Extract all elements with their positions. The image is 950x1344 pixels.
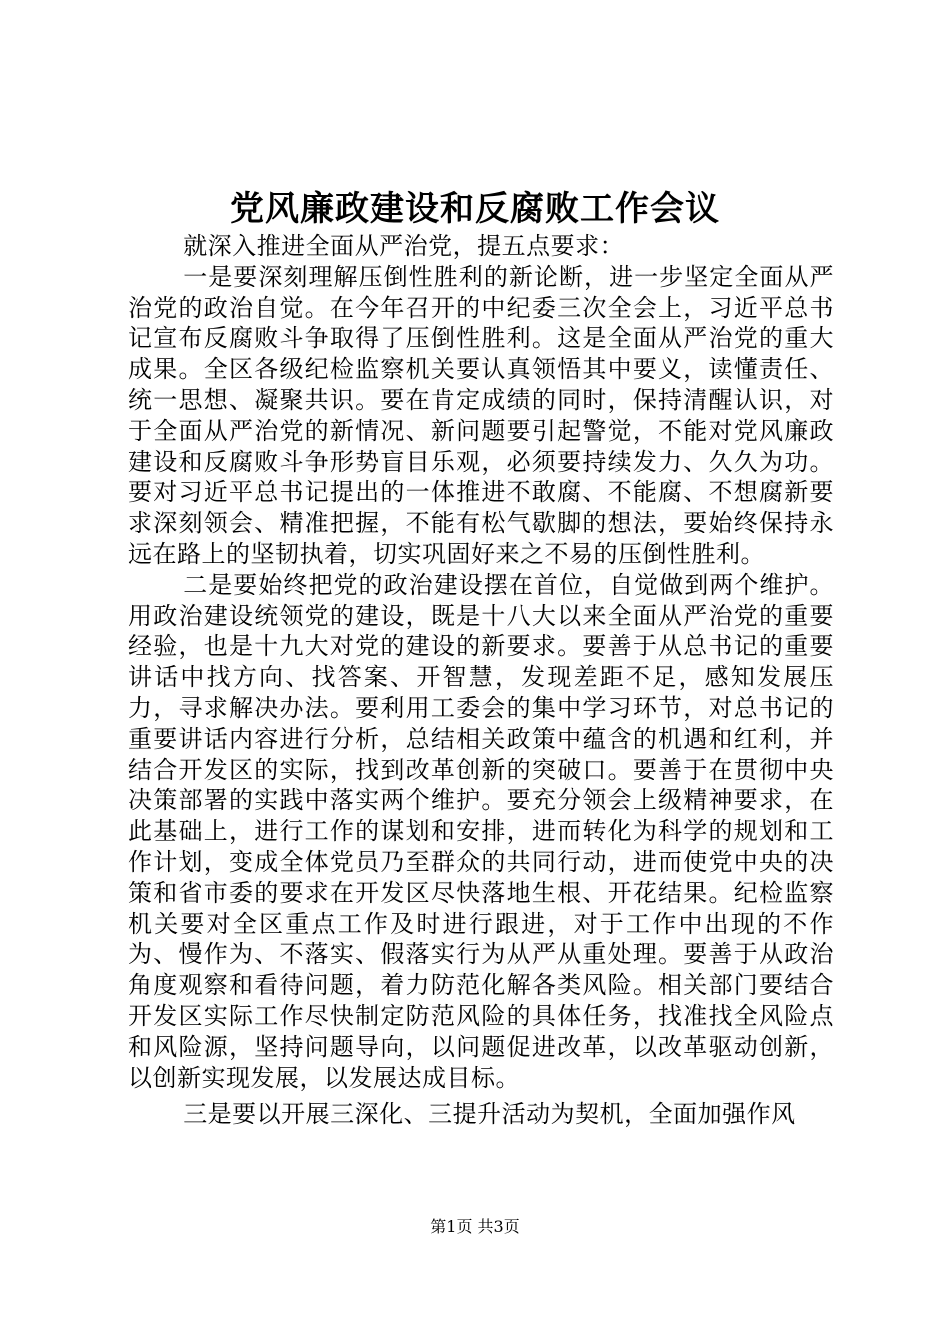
paragraph-intro: 就深入推进全面从严治党，提五点要求：	[183, 232, 625, 260]
page-number-footer: 第1页 共3页	[430, 1217, 520, 1236]
document-body	[128, 231, 834, 1130]
paragraph-point-one: 一是要深刻理解压倒性胜利的新论断，进一步坚定全面从严治党的政治自觉。在今年召开的中纪委三次全会上，习近平总书记宣布反腐败斗争取得了压倒性胜利。这是全面从严治党的重大成果。全区各级纪检监察机关要认真领悟其中要义，读懂责任、统一思想、凝聚共识。要在肯定成绩的同时，保持清醒认识，对于全面从严治党的新情况、新问题要引起警觉，不能对党风廉政建设和反腐败斗争形势盲目乐观，必须要持续发力、久久为功。要对习近平总书记提出的一体推进不敢腐、不能腐、不想腐新要求深刻领会、精准把握，不能有松气歇脚的想法，要始终保持永远在路上的坚韧执着，切实巩固好来之不易的压倒性胜利。	[128, 262, 834, 568]
paragraph-point-two: 二是要始终把党的政治建设摆在首位，自觉做到两个维护。用政治建设统领党的建设，既是十八大以来全面从严治党的重要经验，也是十九大对党的建设的新要求。要善于从总书记的重要讲话中找方向、找答案、开智慧，发现差距不足，感知发展压力，寻求解决办法。要利用工委会的集中学习环节，对总书记的重要讲话内容进行分析，总结相关政策中蕴含的机遇和红利，并结合开发区的实际，找到改革创新的突破口。要善于在贯彻中央决策部署的实践中落实两个维护。要充分领会上级精神要求，在此基础上，进行工作的谋划和安排，进而转化为科学的规划和工作计划，变成全体党员乃至群众的共同行动，进而使党中央的决策和省市委的要求在开发区尽快落地生根、开花结果。纪检监察机关要对全区重点工作及时进行跟进，对于工作中出现的不作为、慢作为、不落实、假落实行为从严从重处理。要善于从政治角度观察和看待问题，着力防范化解各类风险。相关部门要结合开发区实际工作尽快制定防范风险的具体任务，找准找全风险点和风险源，坚持问题导向，以问题促进改革，以改革驱动创新，以创新实现发展，以发展达成目标。	[128, 570, 834, 1092]
paragraph-point-three: 三是要以开展三深化、三提升活动为契机，全面加强作风	[183, 1100, 796, 1129]
document-title: 党风廉政建设和反腐败工作会议	[230, 189, 720, 229]
